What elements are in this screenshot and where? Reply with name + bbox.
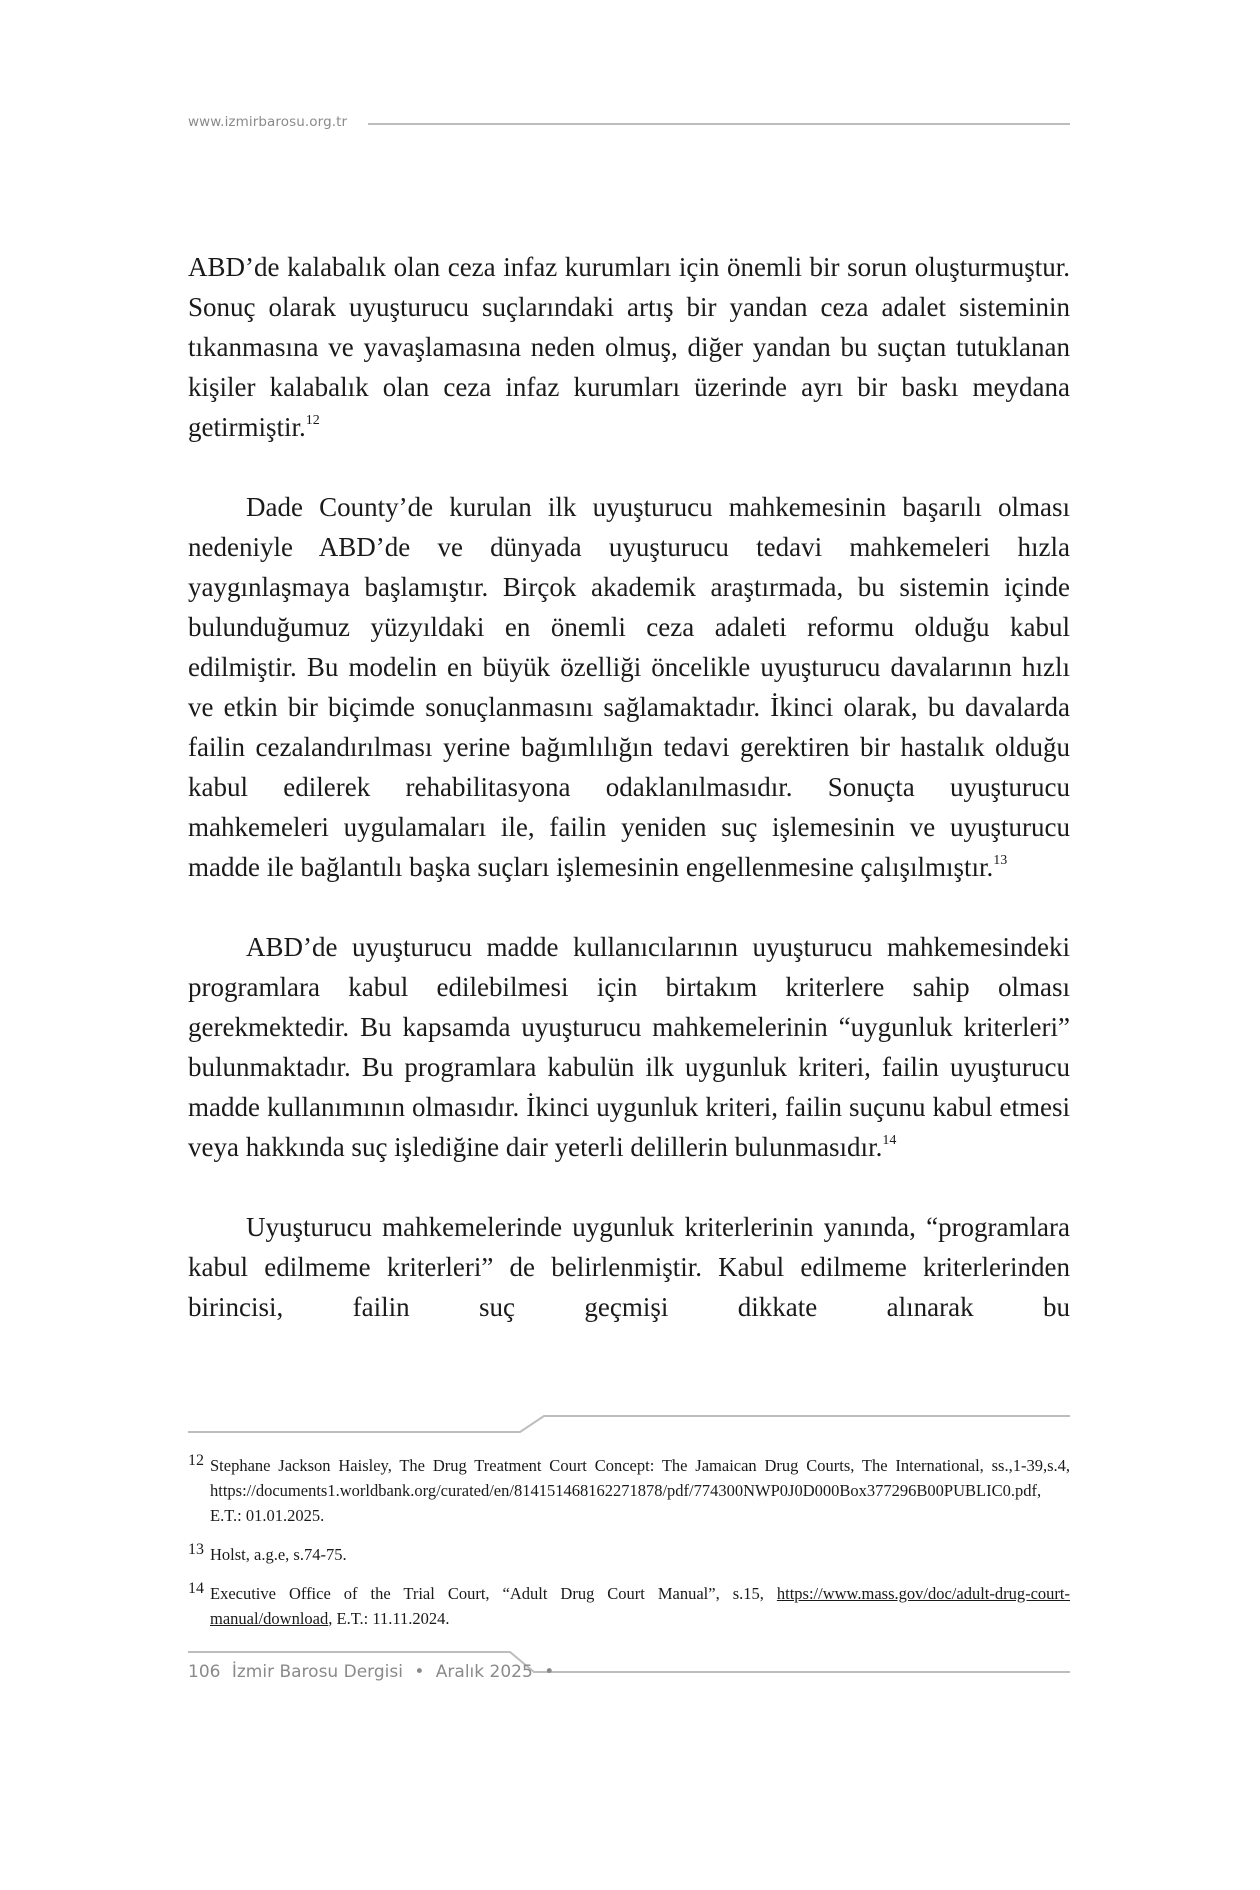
footnote-number: 12 <box>188 1452 204 1469</box>
footnotes <box>188 1453 1070 1645</box>
paragraph-text: ABD’de kalabalık olan ceza infaz kurumları için önemli bir sorun oluşturmuştur. Sonuç olarak uyuşturucu suçlarındaki artış bir yandan ceza adalet sisteminin tıkanmasına ve yavaşlamasına neden olmuş, diğer yandan bu suçtan tutuklanan kişiler kalabalık olan ceza infaz kurumları üzerinde ayrı bir baskı meydana getirmiştir. <box>188 252 1070 442</box>
paragraph-text: ABD’de uyuşturucu madde kullanıcılarının uyuşturucu mahkemesindeki programlara kabul edilebilmesi için birtakım kriterlere sahip olması gerekmektedir. Bu kapsamda uyuşturucu mahkemelerinin “uygunluk kriterleri” bulunmaktadır. Bu programlara kabulün ilk uygunluk kriteri, failin uyuşturucu madde kullanımının olmasıdır. İkinci uygunluk kriteri, failin suçunu kabul etmesi veya hakkında suç işlediğine dair yeterli delillerin bulunmasıdır. <box>188 932 1070 1162</box>
issue-date: Aralık 2025 <box>435 1662 533 1682</box>
footnote-number: 13 <box>188 1541 204 1558</box>
footnote-ref-13[interactable]: 13 <box>993 853 1008 868</box>
header-rule <box>368 123 1070 125</box>
footnote-text: Stephane Jackson Haisley, The Drug Treatment Court Concept: The Jamaican Drug Courts, The International, ss.,1-39,s.4, https://documents1.worldbank.org/curated/en/814151468162271878/pdf/774300NWP0J0D000Box377296B00PUBLIC0.pdf, E.T.: 01.01.2025. <box>210 1456 1070 1525</box>
paragraph-2 <box>188 487 1070 887</box>
footnote-text: Holst, a.g.e, s.74-75. <box>210 1545 347 1564</box>
footnote-12 <box>188 1453 1070 1528</box>
page-header <box>188 112 1070 132</box>
paragraph-1 <box>188 247 1070 447</box>
header-url: www.izmirbarosu.org.tr <box>188 114 348 130</box>
footnote-separator <box>188 1414 1070 1436</box>
paragraph-4 <box>188 1207 1070 1327</box>
paragraph-3 <box>188 927 1070 1167</box>
paragraph-text: Uyuşturucu mahkemelerinde uygunluk kriterlerinin yanında, “programlara kabul edilmeme kriterleri” de belirlenmiştir. Kabul edilmeme kriterlerinden birincisi, failin suç geçmişi dikkate alınarak bu <box>188 1212 1070 1322</box>
page-number: 106 <box>188 1662 221 1682</box>
journal-name: İzmir Barosu Dergisi <box>231 1662 403 1682</box>
page-footer <box>188 1661 560 1683</box>
footnote-ref-14[interactable]: 14 <box>882 1133 897 1148</box>
footnote-ref-12[interactable]: 12 <box>305 413 320 428</box>
footnote-link[interactable]: https://www.mass.gov/doc/adult-drug-court-manual/download <box>210 1584 1070 1628</box>
footnote-text: Executive Office of the Trial Court, “Adult Drug Court Manual”, s.15, <box>210 1584 777 1603</box>
footer-separator-trailing: • <box>544 1662 555 1682</box>
footer-separator: • <box>414 1662 425 1682</box>
article-body <box>188 247 1070 1327</box>
footnote-suffix: , E.T.: 11.11.2024. <box>328 1609 450 1628</box>
footnote-13 <box>188 1542 1070 1567</box>
footnote-number: 14 <box>188 1580 204 1597</box>
footnote-14 <box>188 1581 1070 1631</box>
paragraph-text: Dade County’de kurulan ilk uyuşturucu mahkemesinin başarılı olması nedeniyle ABD’de ve dünyada uyuşturucu tedavi mahkemeleri hızla yaygınlaşmaya başlamıştır. Birçok akademik araştırmada, bu sistemin içinde bulunduğumuz yüzyıldaki en önemli ceza adaleti reformu olduğu kabul edilmiştir. Bu modelin en büyük özelliği öncelikle uyuşturucu davalarının hızlı ve etkin bir biçimde sonuçlanmasını sağlamaktadır. İkinci olarak, bu davalarda failin cezalandırılması yerine bağımlılığın tedavi gerektiren bir hastalık olduğu kabul edilerek rehabilitasyona odaklanılmasıdır. Sonuçta uyuşturucu mahkemeleri uygulamaları ile, failin yeniden suç işlemesinin ve uyuşturucu madde ile bağlantılı başka suçları işlemesinin engellenmesine çalışılmıştır. <box>188 492 1070 882</box>
